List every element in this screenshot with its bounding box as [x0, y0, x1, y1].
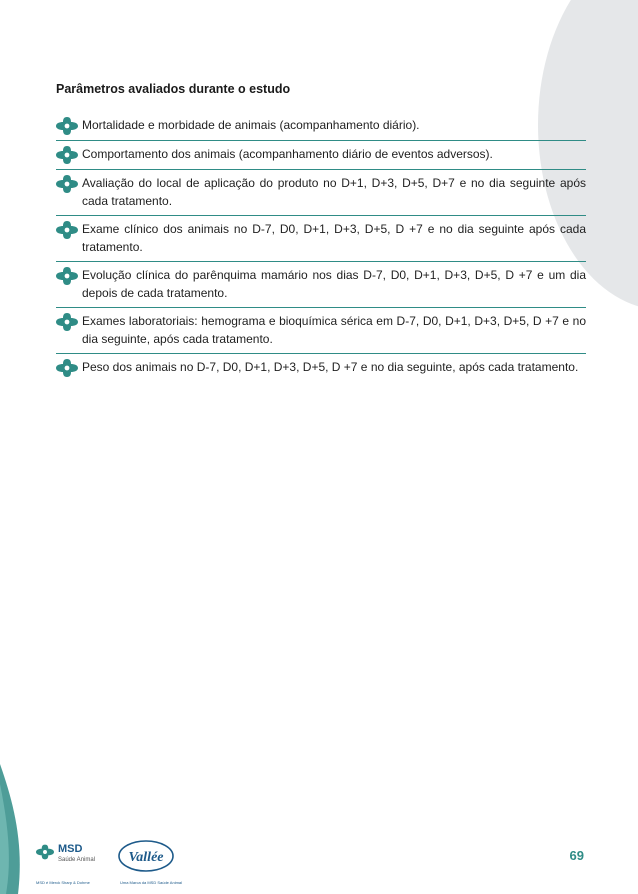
parameter-text: Exame clínico dos animais no D-7, D0, D+1, D+3, D+5, D +7 e no dia seguinte após cada tratamento. — [82, 222, 586, 254]
msd-cross-logo-icon — [36, 844, 54, 860]
parameter-text: Exames laboratoriais: hemograma e bioquímica sérica em D-7, D0, D+1, D+3, D+5, D +7 e no dia seguinte, após cada tratamento. — [82, 314, 586, 346]
msd-cross-bullet-icon — [56, 221, 78, 239]
list-item — [56, 112, 586, 141]
list-item — [56, 308, 586, 354]
vallee-tagline: Uma Marca da MSD Saúde Animal — [120, 880, 183, 885]
parameter-text: Mortalidade e morbidade de animais (acompanhamento diário). — [82, 118, 420, 132]
msd-cross-bullet-icon — [56, 267, 78, 285]
msd-cross-bullet-icon — [56, 313, 78, 331]
msd-cross-bullet-icon — [56, 146, 78, 164]
msd-logo — [36, 842, 106, 876]
msd-logo-subtitle: Saúde Animal — [58, 857, 96, 863]
msd-cross-bullet-icon — [56, 117, 78, 135]
parameter-text: Avaliação do local de aplicação do produto no D+1, D+3, D+5, D+7 e no dia seguinte após cada tratamento. — [82, 176, 586, 208]
list-item — [56, 216, 586, 262]
msd-tagline: MSD é Merck Sharp & Dohme — [36, 880, 90, 885]
list-item — [56, 170, 586, 216]
page-footer — [0, 834, 638, 894]
msd-cross-bullet-icon — [56, 359, 78, 377]
list-item — [56, 141, 586, 170]
parameter-text: Peso dos animais no D-7, D0, D+1, D+3, D+5, D +7 e no dia seguinte, após cada tratamento. — [82, 360, 579, 374]
parameters-list — [56, 112, 586, 382]
msd-logo-name: MSD — [58, 843, 83, 855]
list-item — [56, 262, 586, 308]
parameter-text: Comportamento dos animais (acompanhamento diário de eventos adversos). — [82, 147, 493, 161]
vallee-logo — [116, 836, 176, 876]
svg-text:Vallée: Vallée — [128, 850, 164, 865]
section-title: Parâmetros avaliados durante o estudo — [56, 82, 291, 96]
parameter-text: Evolução clínica do parênquima mamário nos dias D-7, D0, D+1, D+3, D+5, D +7 e um dia depois de cada tratamento. — [82, 268, 586, 300]
list-item — [56, 354, 586, 382]
msd-cross-bullet-icon — [56, 175, 78, 193]
page-number: 69 — [569, 848, 584, 863]
